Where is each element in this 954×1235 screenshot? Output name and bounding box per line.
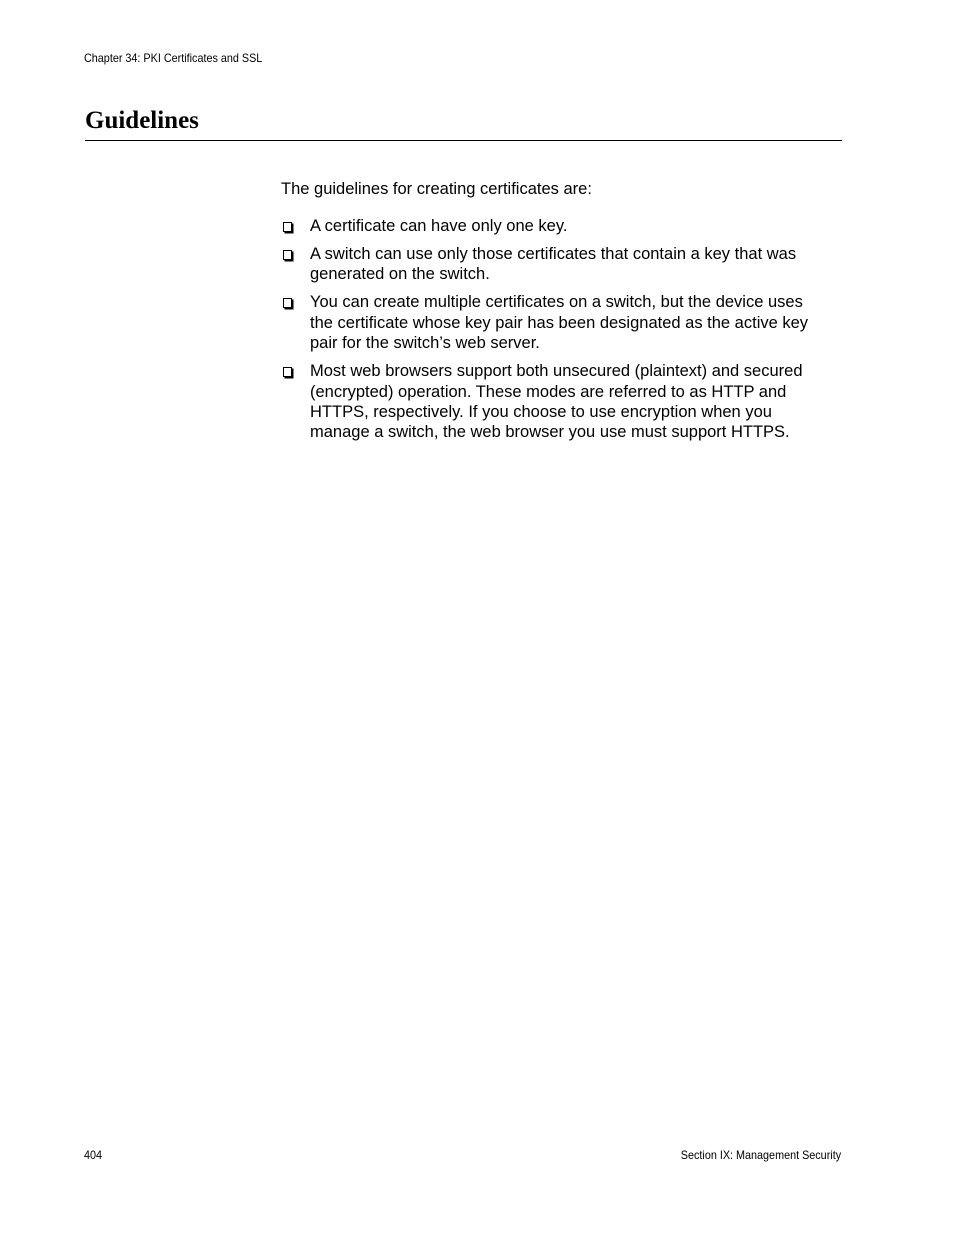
box-bullet-icon [283,367,292,377]
box-bullet-icon [283,222,292,232]
list-item-line: You can create multiple certificates on a switch, but the device uses [310,293,803,312]
intro-paragraph: The guidelines for creating certificates are: [281,180,592,198]
heading-rule [85,140,842,141]
list-item-line: HTTPS, respectively. If you choose to use encryption when you [310,403,772,422]
list-item-line: A certificate can have only one key. [310,217,568,235]
list-item-line: the certificate whose key pair has been designated as the active key [310,313,809,332]
list-item-line: Most web browsers support both unsecured (plaintext) and secured [310,362,803,381]
list-item-line: manage a switch, the web browser you use must support HTTPS. [310,423,790,442]
section-heading: Guidelines [85,107,199,134]
box-bullet-icon [283,298,292,308]
running-footer-section: Section IX: Management Security [680,1148,841,1162]
box-bullet-icon [283,250,292,260]
running-header: Chapter 34: PKI Certificates and SSL [84,51,263,65]
list-item-line: (encrypted) operation. These modes are referred to as HTTP and [310,382,787,401]
list-item [281,244,841,285]
list-item-line: A switch can use only those certificates that contain a key that was [310,245,797,263]
guidelines-list [281,216,841,450]
list-item [281,292,841,353]
list-item-line: generated on the switch. [310,265,490,284]
page-number: 404 [84,1148,103,1162]
list-item [281,361,841,443]
list-item [281,216,841,236]
list-item-line: pair for the switch’s web server. [310,334,540,353]
